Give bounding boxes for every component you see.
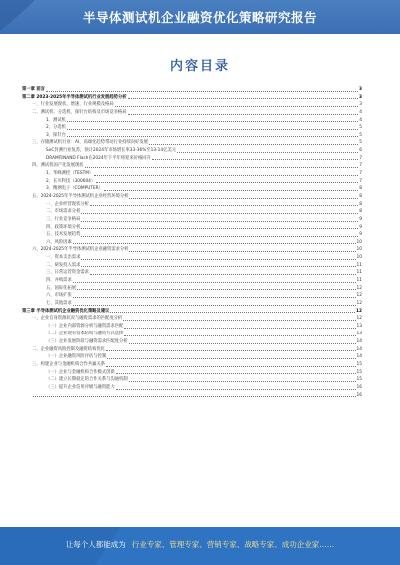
toc-entry-page: 4 — [359, 109, 362, 115]
toc-leader-dots — [73, 282, 356, 283]
toc-leader-dots — [90, 274, 356, 275]
toc-entry-page: 10 — [356, 247, 362, 253]
toc-leader-dots — [104, 190, 358, 191]
toc-entry[interactable] — [22, 331, 362, 339]
toc-leader-dots — [94, 175, 358, 176]
page-header — [0, 0, 400, 36]
toc-leader-dots — [33, 396, 356, 397]
toc-entry[interactable] — [22, 170, 362, 178]
toc-entry-page: 10 — [356, 255, 362, 261]
toc-entry-page: 14 — [356, 354, 362, 360]
report-title: 半导体测试机企业融资优化策略研究报告 — [82, 10, 317, 25]
toc-entry[interactable] — [22, 239, 362, 247]
toc-entry-page: 11 — [356, 262, 362, 268]
toc-entry-label: 五、技术发展趋势 — [46, 232, 81, 238]
toc-entry-page: 5 — [359, 132, 362, 138]
toc-entry-page: 9 — [359, 224, 362, 230]
footer-brand: 让每个人都能成为 — [65, 540, 126, 549]
toc-entry-page: 9 — [359, 216, 362, 222]
toc-entry-page: 12 — [356, 300, 362, 306]
toc-heading: 内容目录 — [169, 59, 230, 74]
toc-leader-dots — [67, 136, 358, 137]
toc-entry[interactable] — [22, 277, 362, 285]
toc-leader-dots — [81, 236, 358, 237]
toc-entry-label: 1、华峰测控（TESTM） — [46, 171, 94, 177]
toc-entry-page: 10 — [356, 239, 362, 245]
toc-leader-dots — [73, 243, 356, 244]
toc-leader-dots — [129, 381, 356, 382]
toc-entry-page: 14 — [356, 339, 362, 345]
toc-entry-page: 12 — [356, 316, 362, 322]
toc-entry[interactable] — [22, 109, 362, 117]
toc-entry-label: （一）企业与金融机构合作模式创新 — [46, 369, 115, 375]
toc-entry-page: 14 — [356, 346, 362, 352]
page-footer — [0, 527, 400, 565]
toc-entry-page: 12 — [356, 293, 362, 299]
toc-leader-dots — [106, 350, 355, 351]
toc-entry-label: 三、日常运营资金需求 — [46, 270, 89, 276]
toc-entry-page: 7 — [359, 178, 362, 184]
toc-entry[interactable] — [22, 132, 362, 140]
toc-entry-page: 7 — [359, 171, 362, 177]
toc-entry-page: 9 — [359, 232, 362, 238]
toc-entry[interactable] — [22, 361, 362, 369]
toc-entry-label: 三、行业竞争格局 — [46, 216, 81, 222]
toc-entry-label: 五、国际化拓展 — [46, 285, 77, 291]
toc-entry-label: 六、2024-2025年半导体测试机企业融资需求分析 — [32, 247, 129, 253]
toc-entry[interactable] — [22, 308, 362, 316]
toc-entry[interactable] — [22, 269, 362, 277]
toc-entry-label: 二、市场需求分析 — [46, 209, 81, 215]
toc-entry[interactable] — [22, 323, 362, 331]
toc-leader-dots — [106, 366, 355, 367]
toc-entry-label: 一、行业发展现状、增速、行业规模及格局 — [32, 102, 114, 108]
toc-entry[interactable] — [22, 315, 362, 323]
toc-entry-page: 13 — [356, 323, 362, 329]
toc-entry-label: 第一章 前言 — [22, 86, 45, 92]
toc-leader-dots — [73, 297, 356, 298]
toc-entry[interactable] — [22, 86, 362, 94]
toc-entry-page: 13 — [356, 331, 362, 337]
toc-entry-label: 3、探针台 — [46, 132, 66, 138]
toc-leader-dots — [115, 106, 359, 107]
toc-entry[interactable] — [22, 124, 362, 132]
toc-entry-page: 15 — [356, 362, 362, 368]
toc-leader-dots — [77, 289, 355, 290]
toc-entry-page: 11 — [356, 270, 362, 276]
toc-leader-dots — [124, 328, 355, 329]
toc-leader-dots — [116, 389, 356, 390]
toc-entry-label: 3、精测电子（COMPUTER） — [46, 186, 103, 192]
toc-entry[interactable] — [22, 101, 362, 109]
toc-entry[interactable] — [22, 338, 362, 346]
toc-entry-label: 2、分选机 — [46, 125, 66, 131]
toc-entry-label: 四、政策环境分析 — [46, 224, 81, 230]
toc-entry[interactable] — [22, 94, 362, 102]
toc-entry-label: 第三章 半导体测试机企业融资优化策略及建议 — [22, 308, 110, 314]
toc-entry-label: 五、2024-2025年半导体测试机企业经营环境分析 — [32, 193, 129, 199]
toc-entry-page: 16 — [356, 392, 362, 398]
toc-entry-label: SoC封测行业复苏，预计2024年市场增长率33-36%至13-14亿美元 — [46, 148, 176, 154]
toc-entry[interactable] — [22, 285, 362, 293]
toc-entry-label: （三）提升企业信用评级与融资能力 — [46, 384, 115, 390]
toc-entry-page: 8 — [359, 209, 362, 215]
toc-leader-dots — [81, 228, 358, 229]
toc-entry[interactable] — [22, 369, 362, 377]
toc-entry[interactable] — [22, 300, 362, 308]
toc-entry-label: 一、企业经营现状分析 — [46, 201, 89, 207]
toc-leader-dots — [177, 152, 358, 153]
toc-leader-dots — [129, 343, 356, 344]
toc-entry-label: 四、测试机国产化发展现状 — [32, 163, 84, 169]
toc-leader-dots — [85, 167, 359, 168]
toc-entry[interactable] — [22, 392, 362, 400]
toc-entry-page: 15 — [356, 377, 362, 383]
toc-entry[interactable] — [22, 384, 362, 392]
toc-entry-label: DRAM和NAND Flash在2024年下半年将迎来价格回升 — [46, 155, 151, 161]
toc-entry-label: 一、资本支出需求 — [46, 255, 81, 261]
toc-entry-label: 二、研发投入需求 — [46, 262, 81, 268]
toc-entry[interactable] — [22, 292, 362, 300]
toc-entry-label: 三、构建企业与金融机构合作共赢关系 — [32, 362, 106, 368]
toc-leader-dots — [116, 373, 356, 374]
toc-entry[interactable] — [22, 254, 362, 262]
toc-entry[interactable] — [22, 376, 362, 384]
toc-entry[interactable] — [22, 162, 362, 170]
toc-entry-label: 四、并购需求 — [46, 278, 72, 283]
toc-entry-page: 8 — [359, 186, 362, 192]
toc-entry[interactable] — [22, 155, 362, 163]
toc-entry[interactable] — [22, 262, 362, 270]
toc-entry-page: 16 — [356, 384, 362, 390]
toc-leader-dots — [129, 198, 358, 199]
toc-entry-page: 3 — [359, 94, 362, 100]
toc-entry-page: 8 — [359, 193, 362, 199]
toc-leader-dots — [124, 335, 355, 336]
toc-entry-label: 二、测试机、分选机、探针台结构及市场竞争格局 — [32, 109, 127, 115]
toc-leader-dots — [128, 98, 358, 99]
toc-leader-dots — [73, 305, 356, 306]
toc-entry[interactable] — [22, 117, 362, 125]
toc-leader-dots — [110, 312, 355, 313]
toc-leader-dots — [46, 91, 358, 92]
toc-leader-dots — [129, 251, 355, 252]
toc-leader-dots — [128, 114, 359, 115]
toc-entry[interactable] — [22, 353, 362, 361]
toc-entry-page: 4 — [359, 117, 362, 123]
toc-entry-label: （三）企业发展阶段与融资需求匹配度分析 — [46, 339, 128, 345]
toc-leader-dots — [81, 266, 355, 267]
toc-entry[interactable] — [22, 147, 362, 155]
toc-entry-page: 12 — [356, 308, 362, 314]
toc-entry-label: （一）企业融资风险评估与控制 — [46, 354, 107, 360]
footer-slogan — [0, 539, 400, 550]
toc-entry-label: 1、测试机 — [46, 117, 66, 123]
toc-entry-label: 六、风险因素 — [46, 239, 72, 245]
toc-entry-label: （二）建立长期稳定的合作关系与沟通机制 — [46, 377, 128, 383]
toc-entry-label: 一、企业自身资源状况与融资需求的匹配度分析 — [32, 316, 123, 322]
toc-leader-dots — [90, 205, 358, 206]
toc-entry-page: 12 — [356, 285, 362, 291]
toc-entry-page: 7 — [359, 163, 362, 169]
toc-leader-dots — [81, 213, 358, 214]
toc-leader-dots — [81, 259, 355, 260]
toc-entry[interactable] — [22, 185, 362, 193]
toc-leader-dots — [81, 221, 358, 222]
toc-entry-label: 二、企业融资风险控制及融资结构优化 — [32, 346, 106, 352]
toc-leader-dots — [67, 121, 358, 122]
toc-leader-dots — [107, 358, 355, 359]
toc-entry-page: 7 — [359, 155, 362, 161]
toc-entry-page: 15 — [356, 369, 362, 375]
toc-entry-label: 第二章 2023-2025年半导体测试机行业发展趋势分析 — [22, 94, 127, 100]
toc-entry-label: 六、市场扩张 — [46, 293, 72, 299]
toc-leader-dots — [96, 182, 358, 183]
toc-entry[interactable] — [22, 246, 362, 254]
toc-entry[interactable] — [22, 216, 362, 224]
toc-entry-label: （一）企业内部资源分析与融资需求匹配 — [46, 323, 124, 329]
toc-entry[interactable] — [22, 208, 362, 216]
table-of-contents — [22, 86, 362, 399]
toc-entry-label: 三、存储测试机行业：AI、高端化趋势带动行业持续向好发展 — [32, 140, 148, 146]
toc-entry-page: 3 — [359, 86, 362, 92]
toc-entry[interactable] — [22, 346, 362, 354]
toc-entry[interactable] — [22, 224, 362, 232]
toc-entry[interactable] — [22, 201, 362, 209]
footer-roles: 行业专家、管理专家、营销专家、战略专家、成功企业家…… — [131, 540, 335, 549]
toc-entry[interactable] — [22, 193, 362, 201]
toc-entry-page: 5 — [359, 125, 362, 131]
toc-leader-dots — [123, 320, 355, 321]
toc-entry-page: 8 — [359, 201, 362, 207]
toc-entry-page: 6 — [359, 148, 362, 154]
toc-leader-dots — [149, 144, 358, 145]
toc-entry[interactable] — [22, 231, 362, 239]
toc-entry-label: 2、长川科技（300604） — [46, 178, 96, 184]
toc-entry-label: 七、其他需求 — [46, 300, 72, 306]
toc-entry-page: 5 — [359, 140, 362, 146]
toc-entry-page: 3 — [359, 102, 362, 108]
toc-entry-page: 11 — [356, 278, 362, 283]
toc-leader-dots — [67, 129, 358, 130]
toc-entry[interactable] — [22, 139, 362, 147]
toc-entry[interactable] — [22, 178, 362, 186]
toc-entry-label: （二）企业现有资本结构与融资方式选择 — [46, 331, 124, 337]
toc-leader-dots — [152, 159, 358, 160]
